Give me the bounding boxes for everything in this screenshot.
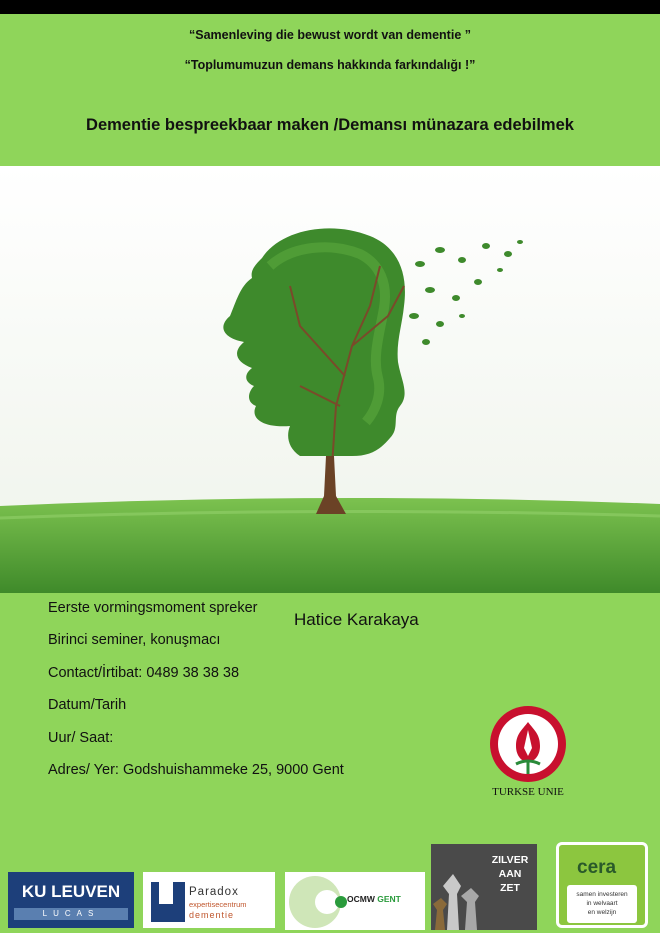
zilver-line1: ZILVER <box>491 854 529 866</box>
ocmw-gent-logo <box>285 872 425 930</box>
cera-line2: in welvaart <box>586 900 618 907</box>
info-line-2: Birinci seminer, konuşmacı <box>48 632 221 648</box>
turkse-unie-logo <box>486 704 570 804</box>
ocmw-label <box>347 894 401 904</box>
paradox-line1: expertisecentrum <box>189 900 247 909</box>
cera-tagline-box <box>567 885 637 923</box>
info-line-address: Adres/ Yer: Godshuishammeke 25, 9000 Gent <box>48 762 344 778</box>
info-line-1: Eerste vormingsmoment spreker <box>48 600 258 616</box>
tree-head-icon <box>0 166 660 593</box>
info-line-time: Uur/ Saat: <box>48 730 114 746</box>
zilver-line3: ZET <box>500 882 520 894</box>
tulip-logo-icon <box>486 704 570 784</box>
cera-line1: samen investeren <box>576 891 628 898</box>
ku-leuven-logo <box>8 872 134 928</box>
quote-turkish: “Toplumumuzun demans hakkında farkındalığı !” <box>184 58 476 72</box>
ku-leuven-sub: LUCAS <box>14 908 128 920</box>
paradox-line2: dementie <box>189 910 235 920</box>
speaker-name: Hatice Karakaya <box>294 610 419 629</box>
cera-name: cera <box>577 857 617 878</box>
info-line-contact: Contact/İrtibat: 0489 38 38 38 <box>48 665 240 681</box>
top-black-bar <box>0 0 660 14</box>
headline: Dementie bespreekbaar maken /Demansı münazara edebilmek <box>86 116 574 134</box>
zilver-line2: AAN <box>498 868 522 880</box>
ku-leuven-title: KU LEUVEN <box>21 882 121 901</box>
ocmw-circle-icon <box>285 872 347 930</box>
paradox-name: Paradox <box>189 886 239 898</box>
paradox-logo <box>143 872 275 928</box>
paradox-mark-icon <box>151 882 185 922</box>
cera-line3: en welzijn <box>587 909 617 916</box>
hero-image <box>0 166 660 593</box>
turkse-unie-label: TURKSE UNIE <box>492 786 564 798</box>
ocmw-name: OCMW <box>347 894 375 904</box>
quote-dutch: “Samenleving die bewust wordt van dementie ” <box>188 28 471 42</box>
ocmw-city: GENT <box>377 894 401 904</box>
zilver-aan-zet-logo <box>431 844 537 930</box>
cera-logo <box>556 842 648 928</box>
info-line-date: Datum/Tarih <box>48 697 127 713</box>
